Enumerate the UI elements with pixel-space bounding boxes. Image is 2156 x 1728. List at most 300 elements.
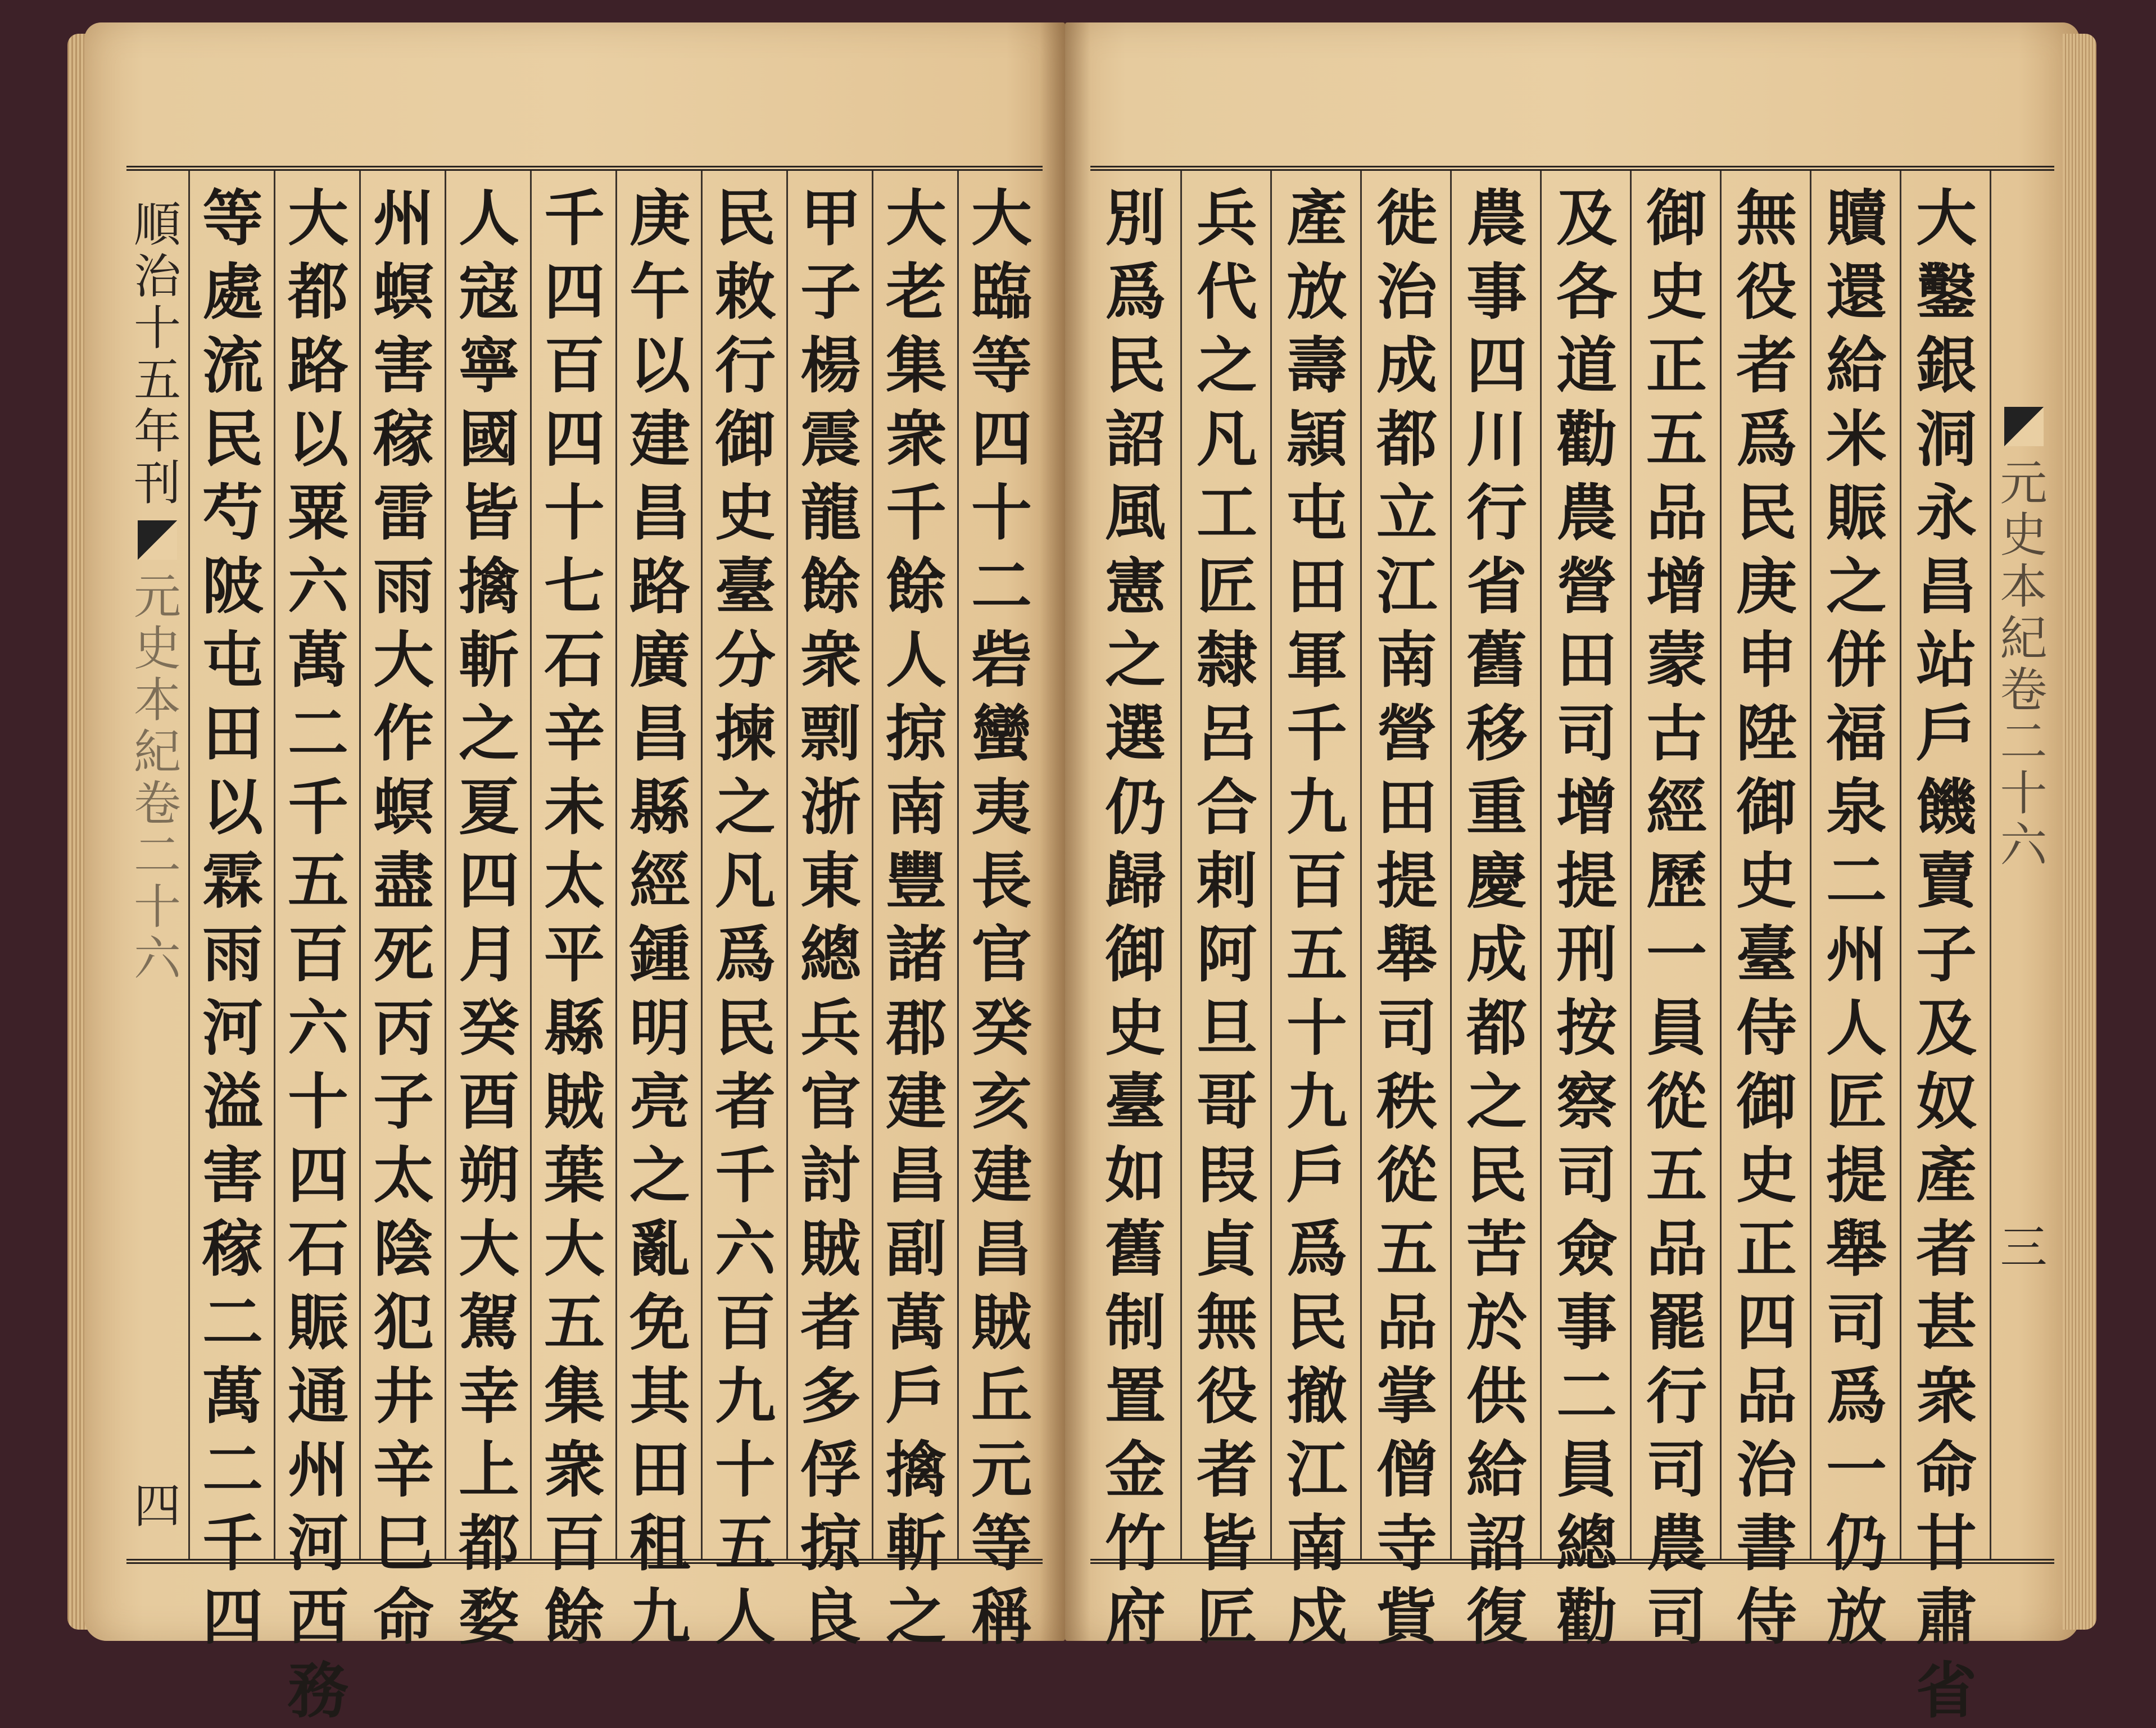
character: 命: [373, 1582, 434, 1653]
character: 子: [373, 1067, 434, 1137]
character: 爲: [1286, 1214, 1347, 1285]
character: 置: [1104, 1361, 1166, 1432]
character: 哥: [1196, 1067, 1257, 1137]
character: 司: [1646, 1435, 1707, 1505]
character: 餘: [543, 1582, 605, 1653]
character: 重: [1466, 772, 1527, 843]
character: 江: [1286, 1435, 1347, 1505]
character: 事: [1466, 257, 1527, 328]
character: 二: [1826, 846, 1887, 917]
character: 幸: [458, 1361, 519, 1432]
character: 餘: [800, 551, 861, 622]
character: 洞: [1915, 404, 1977, 475]
character: 河: [202, 993, 263, 1064]
character: 西: [287, 1582, 348, 1653]
character: 詔: [1466, 1508, 1527, 1579]
character: 浙: [800, 772, 861, 843]
character: 頴: [1286, 404, 1347, 475]
character: 昌: [971, 1214, 1032, 1285]
character: 掠: [885, 699, 946, 769]
character: 五: [287, 846, 348, 917]
character: 提: [1556, 846, 1617, 917]
character: 復: [1466, 1582, 1527, 1653]
character: 掠: [800, 1508, 861, 1579]
edition-label: [134, 199, 181, 509]
character: 十: [1286, 993, 1347, 1064]
character: 九: [629, 1582, 690, 1653]
character: 上: [458, 1435, 519, 1505]
character: 務: [287, 1656, 348, 1726]
character: 害: [373, 330, 434, 401]
character: 都: [458, 1508, 519, 1579]
character: 詔: [1104, 404, 1166, 475]
character: 順: [133, 197, 181, 252]
character: 賣: [1915, 846, 1977, 917]
character: 衆: [1915, 1361, 1977, 1432]
character: 民: [714, 183, 776, 254]
character: 營: [1556, 551, 1617, 622]
character: 役: [1736, 257, 1797, 328]
text-column: [188, 171, 275, 1653]
character: 爲: [1736, 404, 1797, 475]
character: 史: [714, 478, 776, 548]
character: 婺: [458, 1582, 519, 1653]
character: 書: [1736, 1508, 1797, 1579]
character: 元: [133, 569, 181, 624]
character: 七: [543, 551, 605, 622]
character: 昌: [629, 699, 690, 769]
character: 旦: [1196, 993, 1257, 1064]
character: 凡: [1196, 404, 1257, 475]
character: 五: [1646, 1140, 1707, 1211]
character: 工: [1196, 478, 1257, 548]
volume-label: [134, 571, 181, 985]
character: 五: [714, 1508, 776, 1579]
character: 按: [1556, 993, 1617, 1064]
character: 御: [714, 404, 776, 475]
character: 及: [1915, 993, 1977, 1064]
character: 軍: [1286, 625, 1347, 696]
book-gutter: [1040, 22, 1090, 1641]
text-column: [1540, 171, 1632, 1653]
character: 僧: [1376, 1435, 1437, 1505]
character: 流: [202, 330, 263, 401]
character: 戶: [885, 1361, 946, 1432]
character: 史: [1646, 257, 1707, 328]
text-column: [359, 171, 446, 1653]
character: 四: [202, 1582, 263, 1653]
character: 省: [1466, 551, 1527, 622]
character: 匠: [1196, 551, 1257, 622]
character: 之: [629, 1140, 690, 1211]
character: 泉: [1826, 772, 1887, 843]
character: 南: [1286, 1508, 1347, 1579]
character: 司: [1646, 1582, 1707, 1653]
character: 如: [1104, 1140, 1166, 1211]
character: 斬: [458, 625, 519, 696]
character: 史: [133, 621, 181, 676]
character: 者: [800, 1287, 861, 1358]
character: 從: [1646, 1067, 1707, 1137]
character: 四: [287, 1140, 348, 1211]
character: 臺: [1736, 919, 1797, 990]
character: 匠: [1826, 1067, 1887, 1137]
character: 都: [287, 257, 348, 328]
character: 寺: [1376, 1508, 1437, 1579]
character: 田: [1556, 625, 1617, 696]
character: 刊: [133, 456, 181, 511]
character: 陞: [1736, 699, 1797, 769]
character: 永: [1915, 478, 1977, 548]
character: 俘: [800, 1435, 861, 1505]
character: 民: [1286, 1287, 1347, 1358]
character: 擒: [885, 1435, 946, 1505]
character: 紀: [2000, 611, 2048, 666]
character: 十: [133, 301, 181, 356]
character: 賊: [971, 1287, 1032, 1358]
character: 州: [1826, 919, 1887, 990]
character: 朔: [458, 1140, 519, 1211]
character: 立: [1376, 478, 1437, 548]
character: 戶: [1286, 1140, 1347, 1211]
character: 皆: [458, 478, 519, 548]
character: 經: [1646, 772, 1707, 843]
character: 戍: [1286, 1582, 1347, 1653]
character: 農: [1646, 1508, 1707, 1579]
character: 匠: [1196, 1582, 1257, 1653]
character: 田: [1376, 772, 1437, 843]
character: 砦: [971, 625, 1032, 696]
character: 癸: [971, 993, 1032, 1064]
character: 國: [458, 404, 519, 475]
character: 產: [1915, 1140, 1977, 1211]
character: 子: [1915, 919, 1977, 990]
character: 饑: [1915, 772, 1977, 843]
character: 古: [1646, 699, 1707, 769]
character: 陂: [202, 551, 263, 622]
character: 粟: [287, 478, 348, 548]
character: 葉: [543, 1140, 605, 1211]
right-text-frame: [1090, 166, 2054, 1726]
character: 子: [800, 257, 861, 328]
character: 撤: [1286, 1361, 1347, 1432]
character: 大: [458, 1214, 519, 1285]
character: 肅: [1915, 1582, 1977, 1653]
text-column: [1360, 171, 1452, 1653]
character: 二: [2000, 714, 2048, 769]
character: 總: [1556, 1508, 1617, 1579]
character: 銀: [1915, 330, 1977, 401]
character: 察: [1556, 1067, 1617, 1137]
character: 陰: [373, 1214, 434, 1285]
character: 史: [1736, 846, 1797, 917]
character: 都: [1466, 993, 1527, 1064]
character: 死: [373, 919, 434, 990]
character: 甚: [1915, 1287, 1977, 1358]
volume-label: [2000, 457, 2047, 871]
character: 增: [1556, 772, 1617, 843]
character: 亂: [629, 1214, 690, 1285]
character: 供: [1466, 1361, 1527, 1432]
character: 人: [1826, 993, 1887, 1064]
character: 舉: [1826, 1214, 1887, 1285]
character: 稼: [202, 1214, 263, 1285]
character: 川: [1466, 404, 1527, 475]
text-column: [1270, 171, 1362, 1653]
character: 龍: [800, 478, 861, 548]
character: 隸: [1196, 625, 1257, 696]
character: 丙: [373, 993, 434, 1064]
character: 爲: [1104, 257, 1166, 328]
character: 農: [1556, 478, 1617, 548]
character: 品: [1646, 478, 1707, 548]
character: 石: [287, 1214, 348, 1285]
character: 九: [1286, 1067, 1347, 1137]
character: 爲: [714, 919, 776, 990]
character: 井: [373, 1361, 434, 1432]
character: 爲: [1826, 1361, 1887, 1432]
text-column: [615, 171, 703, 1653]
character: 一: [1646, 919, 1707, 990]
character: 多: [800, 1361, 861, 1432]
character: 建: [971, 1140, 1032, 1211]
character: 六: [133, 931, 181, 986]
character: 移: [1466, 699, 1527, 769]
character: 十: [714, 1435, 776, 1505]
character: 其: [629, 1361, 690, 1432]
character: 十: [287, 1067, 348, 1137]
character: 代: [1196, 257, 1257, 328]
character: 餘: [885, 551, 946, 622]
character: 呂: [1196, 699, 1257, 769]
character: 五: [1646, 404, 1707, 475]
character: 勸: [1556, 1582, 1617, 1653]
character: 千: [287, 772, 348, 843]
character: 大: [287, 183, 348, 254]
character: 元: [2000, 456, 2048, 511]
text-column: [1900, 171, 1991, 1726]
character: 五: [1376, 1214, 1437, 1285]
character: 盡: [373, 846, 434, 917]
character: 僉: [1556, 1214, 1617, 1285]
character: 道: [1556, 330, 1617, 401]
character: 夏: [458, 772, 519, 843]
character: 金: [1104, 1435, 1166, 1505]
character: 賊: [543, 1067, 605, 1137]
character: 本: [133, 673, 181, 728]
left-text-frame: [126, 166, 1043, 1726]
character: 六: [287, 993, 348, 1064]
character: 罷: [1646, 1287, 1707, 1358]
character: 於: [1466, 1287, 1527, 1358]
character: 舊: [1104, 1214, 1166, 1285]
character: 雨: [202, 919, 263, 990]
character: 百: [714, 1287, 776, 1358]
character: 歸: [1104, 846, 1166, 917]
text-column: [786, 171, 873, 1653]
character: 縣: [543, 993, 605, 1064]
character: 秩: [1376, 1067, 1437, 1137]
character: 州: [287, 1435, 348, 1505]
character: 石: [543, 625, 605, 696]
character: 司: [1556, 699, 1617, 769]
character: 無: [1736, 183, 1797, 254]
character: 元: [971, 1435, 1032, 1505]
character: 行: [1646, 1361, 1707, 1432]
character: 衆: [885, 404, 946, 475]
character: 司: [1376, 993, 1437, 1064]
character: 苦: [1466, 1214, 1527, 1285]
character: 以: [202, 772, 263, 843]
character: 六: [714, 1214, 776, 1285]
character: 者: [1196, 1435, 1257, 1505]
text-column: [1090, 171, 1180, 1653]
character: 各: [1556, 257, 1617, 328]
character: 者: [714, 1067, 776, 1137]
character: 鑿: [1915, 257, 1977, 328]
character: 合: [1196, 772, 1257, 843]
character: 芍: [202, 478, 263, 548]
character: 十: [543, 478, 605, 548]
character: 治: [1376, 257, 1437, 328]
character: 建: [629, 404, 690, 475]
character: 卷: [2000, 663, 2048, 718]
character: 申: [1736, 625, 1797, 696]
character: 府: [1104, 1582, 1166, 1653]
character: 品: [1736, 1361, 1797, 1432]
character: 衆: [800, 625, 861, 696]
character: 四: [543, 404, 605, 475]
character: 憲: [1104, 551, 1166, 622]
character: 分: [714, 625, 776, 696]
character: 螟: [373, 257, 434, 328]
character: 之: [1466, 1067, 1527, 1137]
character: 役: [1196, 1361, 1257, 1432]
character: 增: [1646, 551, 1707, 622]
character: 經: [629, 846, 690, 917]
right-page-edges: [2063, 34, 2096, 1630]
character: 斬: [885, 1508, 946, 1579]
character: 侍: [1736, 1582, 1797, 1653]
character: 賑: [1826, 478, 1887, 548]
character: 縣: [629, 772, 690, 843]
text-column: [957, 171, 1044, 1653]
character: 辛: [373, 1435, 434, 1505]
character: 御: [1104, 919, 1166, 990]
character: 大: [373, 625, 434, 696]
character: 亮: [629, 1067, 690, 1137]
character: 人: [458, 183, 519, 254]
page-number: 四: [133, 1478, 182, 1534]
character: 十: [2000, 766, 2048, 821]
character: 南: [885, 772, 946, 843]
character: 四: [1736, 1287, 1797, 1358]
character: 以: [629, 330, 690, 401]
character: 慶: [1466, 846, 1527, 917]
character: 之: [885, 1582, 946, 1653]
character: 田: [629, 1435, 690, 1505]
character: 作: [373, 699, 434, 769]
text-column: [872, 171, 959, 1653]
character: 選: [1104, 699, 1166, 769]
character: 震: [800, 404, 861, 475]
character: 侍: [1736, 993, 1797, 1064]
character: 揀: [714, 699, 776, 769]
character: 還: [1826, 257, 1887, 328]
character: 剌: [1196, 846, 1257, 917]
character: 百: [287, 919, 348, 990]
character: 治: [1736, 1435, 1797, 1505]
character: 御: [1736, 1067, 1797, 1137]
character: 提: [1826, 1140, 1887, 1211]
character: 臺: [1104, 1067, 1166, 1137]
character: 紀: [133, 724, 181, 779]
character: 從: [1376, 1140, 1437, 1211]
character: 之: [1826, 551, 1887, 622]
character: 卷: [133, 776, 181, 831]
character: 及: [1556, 183, 1617, 254]
character: 兵: [1196, 183, 1257, 254]
character: 民: [202, 404, 263, 475]
character: 千: [202, 1508, 263, 1579]
character: 屯: [1286, 478, 1347, 548]
character: 刑: [1556, 919, 1617, 990]
character: 夷: [971, 772, 1032, 843]
character: 四: [543, 257, 605, 328]
character: 稱: [971, 1582, 1032, 1653]
character: 酉: [458, 1067, 519, 1137]
character: 總: [800, 919, 861, 990]
character: 大: [971, 183, 1032, 254]
character: 昌: [885, 1140, 946, 1211]
fishtail-mark: [2004, 407, 2044, 446]
character: 四: [1466, 330, 1527, 401]
character: 制: [1104, 1287, 1166, 1358]
character: 民: [714, 993, 776, 1064]
character: 二: [133, 828, 181, 883]
character: 都: [1376, 404, 1437, 475]
character: 剽: [800, 699, 861, 769]
text-column: [1630, 171, 1722, 1653]
character: 庚: [629, 183, 690, 254]
character: 楊: [800, 330, 861, 401]
character: 四: [458, 846, 519, 917]
character: 仍: [1826, 1508, 1887, 1579]
character: 十: [133, 879, 181, 935]
character: 等: [202, 183, 263, 254]
character: 六: [287, 551, 348, 622]
character: 百: [543, 1508, 605, 1579]
left-margin-column: [126, 171, 188, 1559]
character: 戶: [1915, 699, 1977, 769]
character: 行: [1466, 478, 1527, 548]
character: 之: [1104, 625, 1166, 696]
character: 處: [202, 257, 263, 328]
character: 千: [1286, 699, 1347, 769]
character: 舊: [1466, 625, 1527, 696]
character: 御: [1736, 772, 1797, 843]
character: 田: [1286, 551, 1347, 622]
character: 九: [1286, 772, 1347, 843]
character: 史: [1104, 993, 1166, 1064]
character: 諸: [885, 919, 946, 990]
character: 明: [629, 993, 690, 1064]
character: 別: [1104, 183, 1166, 254]
character: 貞: [1196, 1214, 1257, 1285]
character: 九: [714, 1361, 776, 1432]
character: 壽: [1286, 330, 1347, 401]
character: 賑: [287, 1287, 348, 1358]
